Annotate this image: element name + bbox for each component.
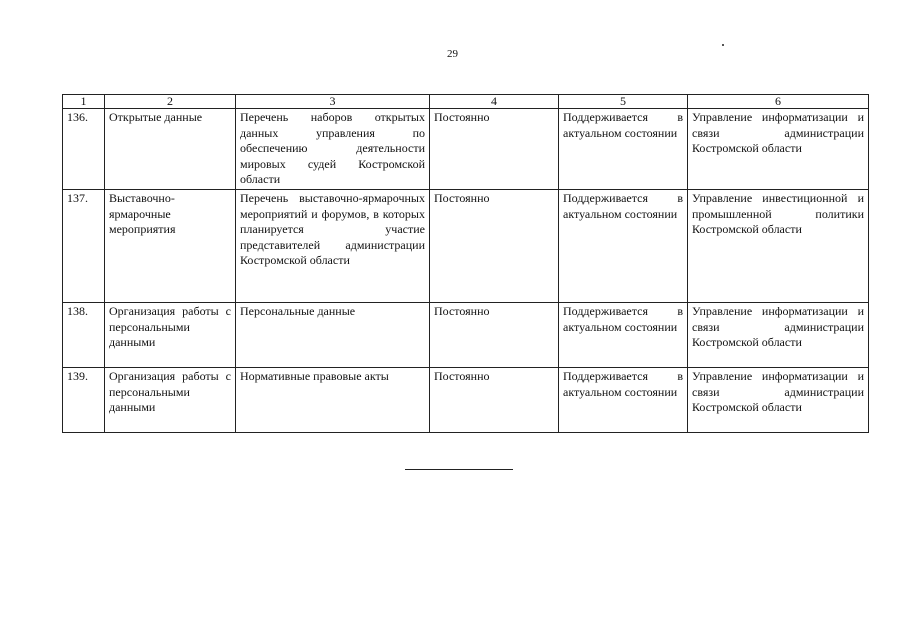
row-status: Поддерживается в актуальном состоянии bbox=[559, 190, 688, 303]
row-name: Выставочно-ярмарочные мероприятия bbox=[105, 190, 236, 303]
row-period: Постоянно bbox=[430, 368, 559, 433]
data-table bbox=[62, 94, 869, 433]
row-status: Поддерживается в актуальном состоянии bbox=[559, 368, 688, 433]
row-description: Персональные данные bbox=[236, 303, 430, 368]
column-header: 4 bbox=[430, 95, 559, 109]
row-number: 136. bbox=[63, 109, 105, 190]
row-responsible: Управление информатизации и связи администрации Костромской области bbox=[688, 109, 869, 190]
row-description: Перечень наборов открытых данных управления по обеспечению деятельности мировых судей Костромской области bbox=[236, 109, 430, 190]
row-description: Перечень выставочно-ярмарочных мероприятий и форумов, в которых планируется участие представителей администрации Костромской области bbox=[236, 190, 430, 303]
table-row bbox=[63, 303, 869, 368]
row-status: Поддерживается в актуальном состоянии bbox=[559, 303, 688, 368]
table-row bbox=[63, 368, 869, 433]
row-responsible: Управление информатизации и связи администрации Костромской области bbox=[688, 303, 869, 368]
table-row bbox=[63, 109, 869, 190]
table-header-row bbox=[63, 95, 869, 109]
end-of-document-line bbox=[405, 469, 513, 470]
column-header: 6 bbox=[688, 95, 869, 109]
table-row bbox=[63, 190, 869, 303]
row-period: Постоянно bbox=[430, 303, 559, 368]
row-responsible: Управление инвестиционной и промышленной политики Костромской области bbox=[688, 190, 869, 303]
row-status: Поддерживается в актуальном состоянии bbox=[559, 109, 688, 190]
row-name: Организация работы с персональными данными bbox=[105, 303, 236, 368]
row-period: Постоянно bbox=[430, 109, 559, 190]
column-header: 1 bbox=[63, 95, 105, 109]
row-responsible: Управление информатизации и связи администрации Костромской области bbox=[688, 368, 869, 433]
page-number: 29 bbox=[447, 48, 458, 60]
row-description: Нормативные правовые акты bbox=[236, 368, 430, 433]
column-header: 2 bbox=[105, 95, 236, 109]
row-number: 138. bbox=[63, 303, 105, 368]
column-header: 5 bbox=[559, 95, 688, 109]
row-number: 137. bbox=[63, 190, 105, 303]
row-number: 139. bbox=[63, 368, 105, 433]
row-name: Открытые данные bbox=[105, 109, 236, 190]
row-name: Организация работы с персональными данными bbox=[105, 368, 236, 433]
column-header: 3 bbox=[236, 95, 430, 109]
row-period: Постоянно bbox=[430, 190, 559, 303]
scan-speck bbox=[722, 44, 724, 46]
